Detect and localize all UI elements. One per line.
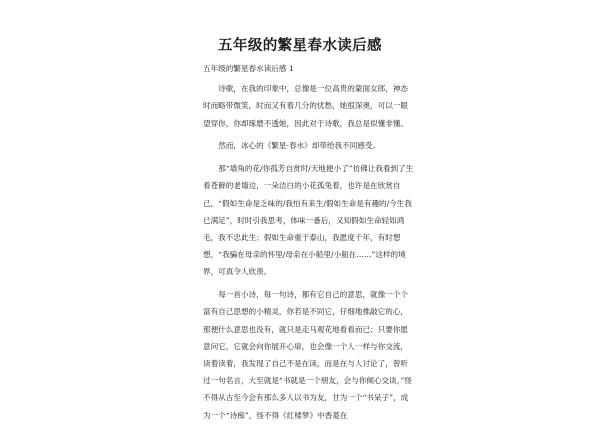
paragraph: 每一首小诗，每一句诗，都有它自己的意思，就像一个个富有自己思想的小精灵，你若是不同它，仔细地推敲它的心，那便什么意思也没有，就只是走马观花地看看而已；只要你愿意问它，它就会向你展开心扉，也会像一个人一样与你交流，读着读着，我发现了自己不是在读，而是在与人讨论了，曾听过一句名言，大至就是“书就是一个朋友，会与你倾心交谈，”怪不得从古至今会有那么多人以书为友，甘为一个“书呆子”，成为一个“诗痴”，怪不得《红楼梦》中香菱在 (203, 290, 412, 420)
paragraph: 诗歌，在我的印象中，总像是一位高贵的蒙面女郎，神态时而略带微笑，时而又有着几分的忧愁，她很深奥，可以一眼望穿你，你却琢磨不透她，因此对于诗歌，我总是似懂非懂。 (203, 84, 409, 128)
paragraph: 然而，冰心的《繁星·春水》却带给我不同感受。 (218, 141, 381, 151)
document-title: 五年级的繁星春水读后感 (218, 38, 382, 54)
paragraph: 那“墙角的花/你孤芳自赏时/天地便小了”仿佛让我看到了生看苍藓的老墙边，一朵洁白的小花孤兔着，也许是在欣赏自己，“假如生命是乏味的/我怕有来生/假如生命是有趣的/今生我已满足”，时时引我思考，体味一番后，又知假如生命轻如鸿毛，我不忠此生；假如生命重于泰山，我愿度千年，有时想想，“我骗在母亲的怀里/母亲在小船里/小船在……”这样的境界，可真令人欣羡。 (203, 164, 414, 277)
document-subtitle: 五年级的繁星春水读后感 1 (203, 64, 294, 73)
document-body (203, 60, 415, 429)
